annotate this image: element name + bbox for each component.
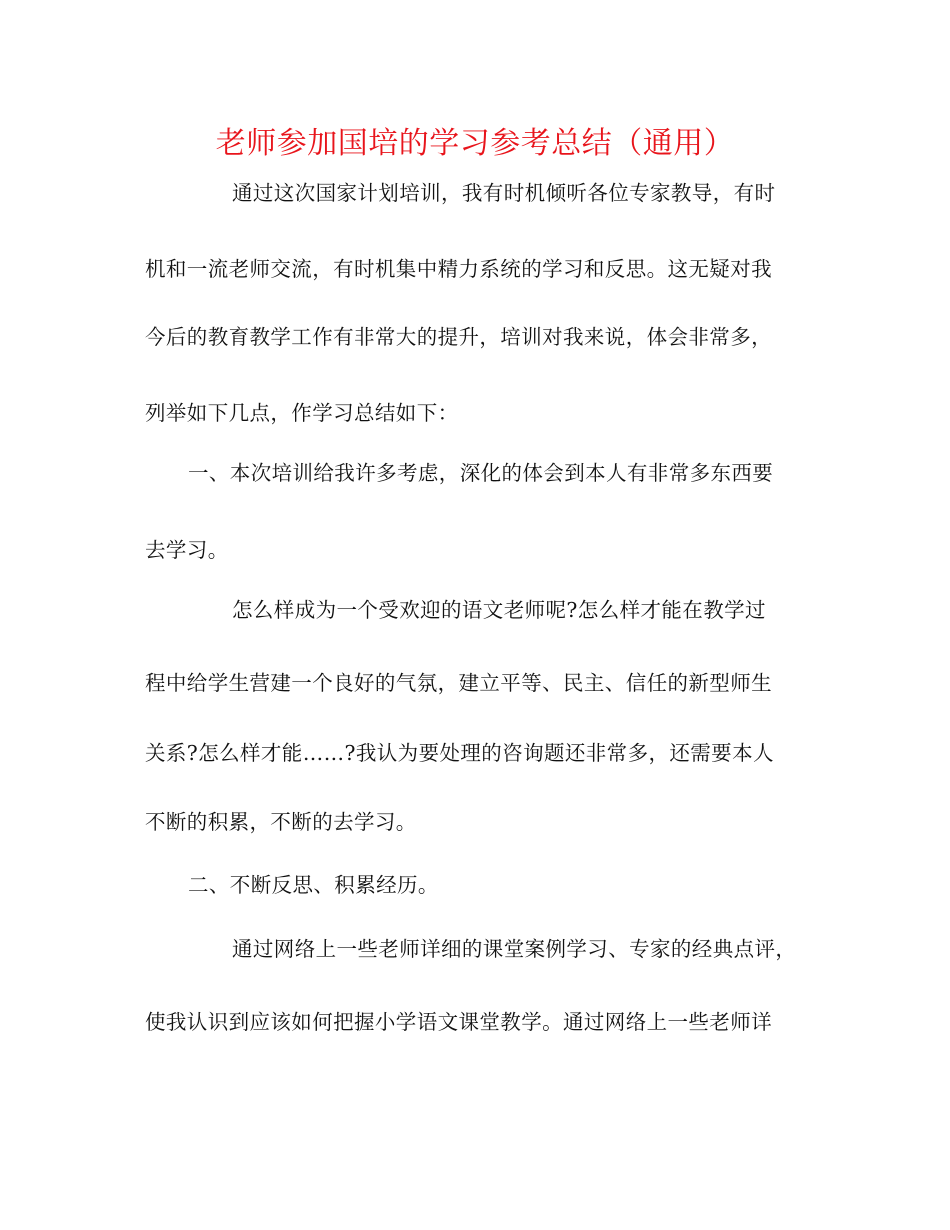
body-line: 今后的教育教学工作有非常大的提升，培训对我来说，体会非常多，	[145, 325, 772, 349]
body-line: 去学习。	[145, 538, 229, 562]
body-line: 怎么样成为一个受欢迎的语文老师呢?怎么样才能在教学过	[232, 598, 766, 622]
body-line: 不断的积累，不断的去学习。	[145, 810, 417, 834]
document-title: 老师参加国培的学习参考总结（通用）	[215, 126, 735, 161]
body-line: 通过这次国家计划培训，我有时机倾听各位专家教导，有时	[232, 181, 776, 205]
body-line: 通过网络上一些老师详细的课堂案例学习、专家的经典点评，	[232, 937, 797, 961]
body-line: 程中给学生营建一个良好的气氛，建立平等、民主、信任的新型师生	[145, 671, 772, 695]
body-line: 机和一流老师交流，有时机集中精力系统的学习和反思。这无疑对我	[145, 257, 772, 281]
body-line: 关系?怎么样才能……?我认为要处理的咨询题还非常多，还需要本人	[145, 741, 774, 765]
body-line: 使我认识到应该如何把握小学语文课堂教学。通过网络上一些老师详	[145, 1010, 772, 1034]
body-line: 列举如下几点，作学习总结如下：	[145, 401, 459, 425]
body-line: 一、本次培训给我许多考虑，深化的体会到本人有非常多东西要	[188, 461, 774, 485]
body-line: 二、不断反思、积累经历。	[188, 873, 439, 897]
